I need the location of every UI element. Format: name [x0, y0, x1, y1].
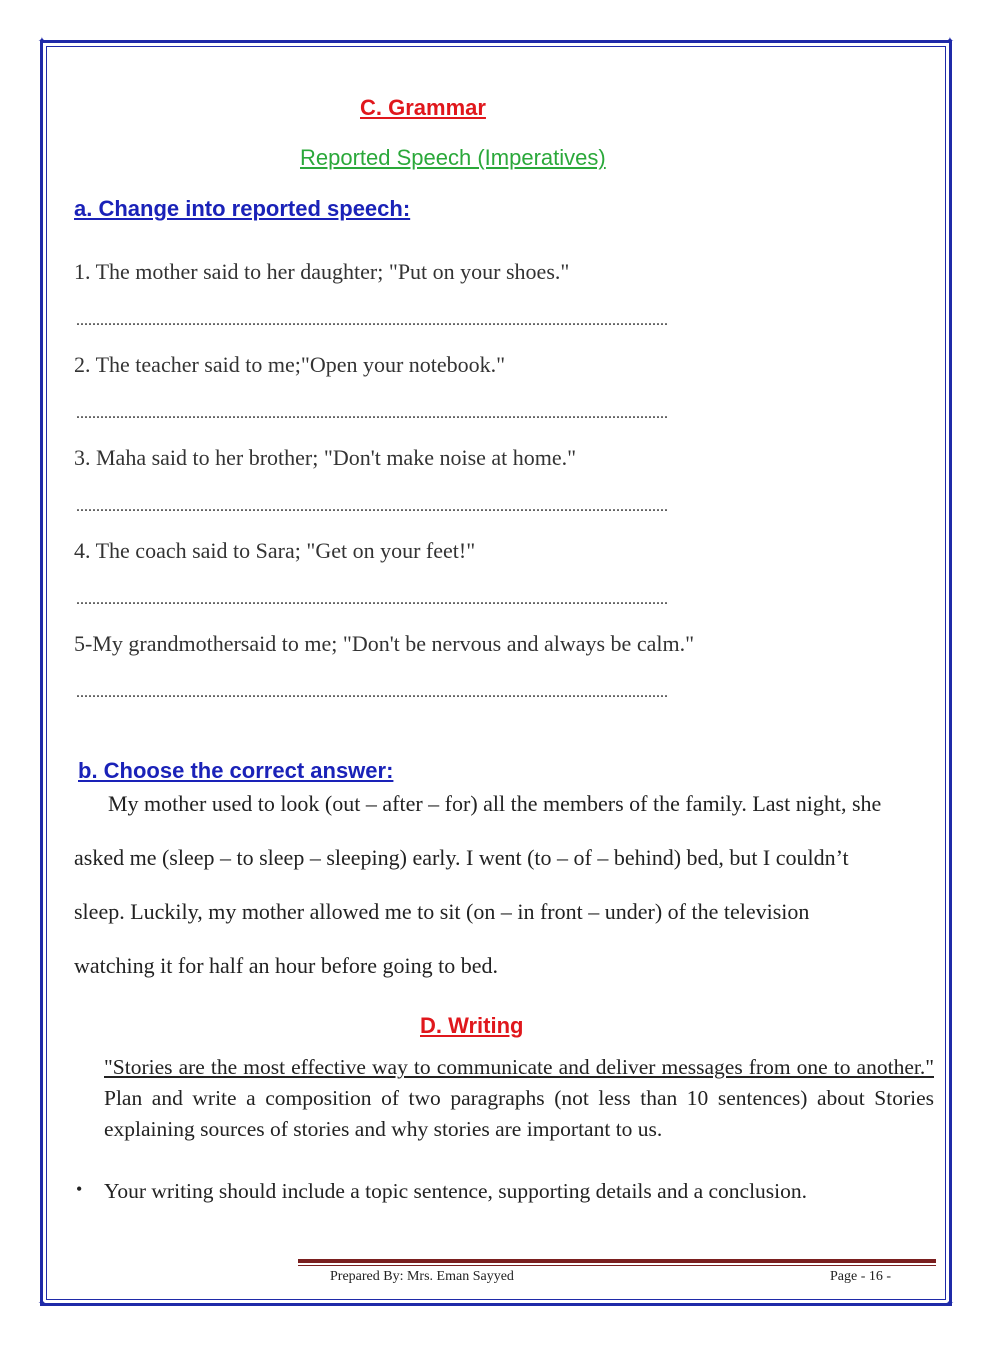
question-4: 4. The coach said to Sara; "Get on your feet!": [74, 538, 476, 563]
writing-prompt-quote: "Stories are the most effective way to communicate and deliver messages from one to another.": [104, 1055, 934, 1079]
paragraph-line-2: asked me (sleep – to sleep – sleeping) early. I went (to – of – behind) bed, but I couldn’t: [74, 845, 849, 870]
paragraph-line-1: My mother used to look (out – after – for) all the members of the family. Last night, she: [108, 791, 882, 816]
question-5: 5-My grandmothersaid to me; "Don't be nervous and always be calm.": [74, 631, 695, 656]
corner-ornament-icon: ✦: [945, 1298, 955, 1309]
answer-line-5[interactable]: ....................................................................................................................................................: [76, 684, 668, 701]
question-2: 2. The teacher said to me;"Open your notebook.": [74, 352, 506, 377]
footer-prepared-by: Prepared By: Mrs. Eman Sayyed: [330, 1269, 514, 1284]
part-b-heading: b. Choose the correct answer:: [78, 758, 394, 783]
writing-prompt-rest: Plan and write a composition of two paragraphs (not less than 10 sentences) about Stories explaining sources of stories and why stories are important to us.: [104, 1086, 934, 1141]
footer-page-number: Page - 16 -: [830, 1269, 892, 1284]
footer-rule-thin: [298, 1265, 936, 1266]
bullet-icon: •: [76, 1179, 83, 1199]
bullet-text: Your writing should include a topic sentence, supporting details and a conclusion.: [104, 1179, 808, 1203]
corner-ornament-icon: ✦: [37, 36, 47, 47]
paragraph-line-3: sleep. Luckily, my mother allowed me to sit (on – in front – under) of the television: [74, 899, 810, 924]
question-3: 3. Maha said to her brother; "Don't make noise at home.": [74, 445, 577, 470]
corner-ornament-icon: ✦: [37, 1298, 47, 1309]
section-c-subtitle: Reported Speech (Imperatives): [300, 145, 606, 170]
writing-prompt: [104, 1052, 934, 1145]
answer-line-3[interactable]: ....................................................................................................................................................: [76, 498, 668, 515]
footer-rule: [298, 1259, 936, 1263]
paragraph-line-4: watching it for half an hour before going to bed.: [74, 953, 498, 978]
answer-line-1[interactable]: ....................................................................................................................................................: [76, 312, 668, 329]
section-c-title: C. Grammar: [360, 95, 486, 120]
part-a-heading: a. Change into reported speech:: [74, 196, 411, 221]
corner-ornament-icon: ✦: [945, 36, 955, 47]
section-d-title: D. Writing: [420, 1013, 524, 1038]
answer-line-2[interactable]: ....................................................................................................................................................: [76, 405, 668, 422]
answer-line-4[interactable]: ....................................................................................................................................................: [76, 591, 668, 608]
question-1: 1. The mother said to her daughter; "Put on your shoes.": [74, 259, 570, 284]
